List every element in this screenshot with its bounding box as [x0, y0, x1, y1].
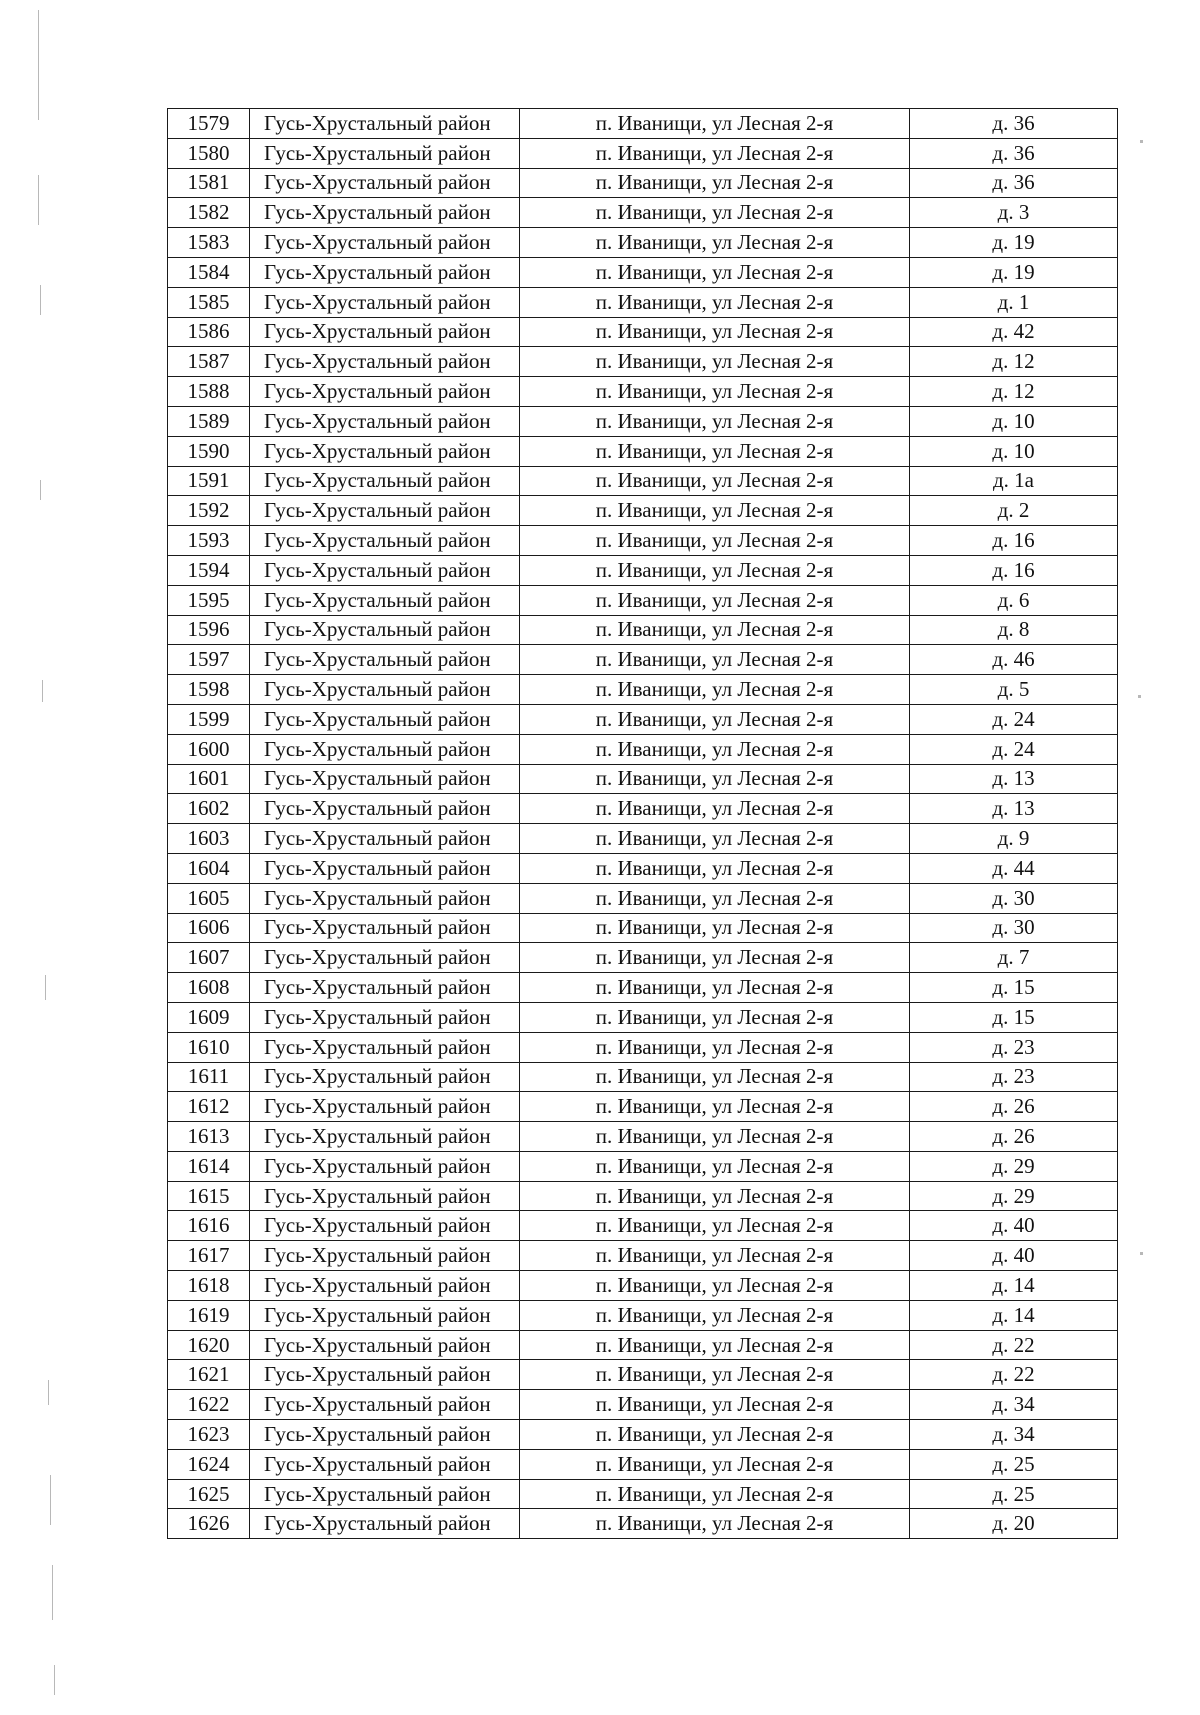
table-row	[168, 257, 1118, 287]
district-cell: Гусь-Хрустальный район	[250, 1241, 520, 1271]
table-row	[168, 1449, 1118, 1479]
street-address-cell: п. Иванищи, ул Лесная 2-я	[520, 287, 910, 317]
street-address-cell: п. Иванищи, ул Лесная 2-я	[520, 1300, 910, 1330]
row-number-cell: 1603	[168, 824, 250, 854]
row-number-cell: 1609	[168, 1002, 250, 1032]
street-address-cell: п. Иванищи, ул Лесная 2-я	[520, 675, 910, 705]
scan-artifact-line	[40, 285, 41, 315]
table-row	[168, 734, 1118, 764]
row-number-cell: 1606	[168, 913, 250, 943]
street-address-cell: п. Иванищи, ул Лесная 2-я	[520, 853, 910, 883]
table-row	[168, 1151, 1118, 1181]
row-number-cell: 1605	[168, 883, 250, 913]
street-address-cell: п. Иванищи, ул Лесная 2-я	[520, 555, 910, 585]
row-number-cell: 1579	[168, 109, 250, 139]
house-number-cell: д. 20	[910, 1509, 1118, 1539]
row-number-cell: 1626	[168, 1509, 250, 1539]
house-number-cell: д. 25	[910, 1449, 1118, 1479]
row-number-cell: 1589	[168, 406, 250, 436]
house-number-cell: д. 26	[910, 1122, 1118, 1152]
row-number-cell: 1625	[168, 1479, 250, 1509]
house-number-cell: д. 16	[910, 555, 1118, 585]
street-address-cell: п. Иванищи, ул Лесная 2-я	[520, 109, 910, 139]
street-address-cell: п. Иванищи, ул Лесная 2-я	[520, 1002, 910, 1032]
street-address-cell: п. Иванищи, ул Лесная 2-я	[520, 1360, 910, 1390]
table-row	[168, 168, 1118, 198]
house-number-cell: д. 19	[910, 228, 1118, 258]
street-address-cell: п. Иванищи, ул Лесная 2-я	[520, 1420, 910, 1450]
street-address-cell: п. Иванищи, ул Лесная 2-я	[520, 1092, 910, 1122]
row-number-cell: 1620	[168, 1330, 250, 1360]
house-number-cell: д. 29	[910, 1151, 1118, 1181]
table-row	[168, 794, 1118, 824]
table-row	[168, 1360, 1118, 1390]
row-number-cell: 1602	[168, 794, 250, 824]
street-address-cell: п. Иванищи, ул Лесная 2-я	[520, 377, 910, 407]
district-cell: Гусь-Хрустальный район	[250, 466, 520, 496]
row-number-cell: 1596	[168, 615, 250, 645]
row-number-cell: 1586	[168, 317, 250, 347]
row-number-cell: 1595	[168, 585, 250, 615]
house-number-cell: д. 9	[910, 824, 1118, 854]
table-row	[168, 555, 1118, 585]
street-address-cell: п. Иванищи, ул Лесная 2-я	[520, 198, 910, 228]
table-row	[168, 406, 1118, 436]
table-row	[168, 824, 1118, 854]
row-number-cell: 1611	[168, 1062, 250, 1092]
row-number-cell: 1593	[168, 526, 250, 556]
street-address-cell: п. Иванищи, ул Лесная 2-я	[520, 406, 910, 436]
street-address-cell: п. Иванищи, ул Лесная 2-я	[520, 794, 910, 824]
district-cell: Гусь-Хрустальный район	[250, 824, 520, 854]
table-row	[168, 1122, 1118, 1152]
house-number-cell: д. 36	[910, 109, 1118, 139]
house-number-cell: д. 10	[910, 436, 1118, 466]
street-address-cell: п. Иванищи, ул Лесная 2-я	[520, 615, 910, 645]
street-address-cell: п. Иванищи, ул Лесная 2-я	[520, 1330, 910, 1360]
street-address-cell: п. Иванищи, ул Лесная 2-я	[520, 496, 910, 526]
scan-artifact-line	[48, 1380, 49, 1405]
district-cell: Гусь-Хрустальный район	[250, 168, 520, 198]
table-row	[168, 1420, 1118, 1450]
street-address-cell: п. Иванищи, ул Лесная 2-я	[520, 1241, 910, 1271]
district-cell: Гусь-Хрустальный район	[250, 943, 520, 973]
district-cell: Гусь-Хрустальный район	[250, 1360, 520, 1390]
house-number-cell: д. 10	[910, 406, 1118, 436]
house-number-cell: д. 30	[910, 913, 1118, 943]
district-cell: Гусь-Хрустальный район	[250, 436, 520, 466]
row-number-cell: 1622	[168, 1390, 250, 1420]
house-number-cell: д. 3	[910, 198, 1118, 228]
district-cell: Гусь-Хрустальный район	[250, 317, 520, 347]
house-number-cell: д. 40	[910, 1211, 1118, 1241]
row-number-cell: 1624	[168, 1449, 250, 1479]
row-number-cell: 1583	[168, 228, 250, 258]
row-number-cell: 1608	[168, 973, 250, 1003]
street-address-cell: п. Иванищи, ул Лесная 2-я	[520, 257, 910, 287]
district-cell: Гусь-Хрустальный район	[250, 1181, 520, 1211]
house-number-cell: д. 26	[910, 1092, 1118, 1122]
table-row	[168, 1390, 1118, 1420]
table-row	[168, 317, 1118, 347]
table-row	[168, 615, 1118, 645]
district-cell: Гусь-Хрустальный район	[250, 973, 520, 1003]
table-row	[168, 883, 1118, 913]
district-cell: Гусь-Хрустальный район	[250, 794, 520, 824]
house-number-cell: д. 25	[910, 1479, 1118, 1509]
row-number-cell: 1613	[168, 1122, 250, 1152]
house-number-cell: д. 42	[910, 317, 1118, 347]
house-number-cell: д. 14	[910, 1271, 1118, 1301]
row-number-cell: 1598	[168, 675, 250, 705]
row-number-cell: 1581	[168, 168, 250, 198]
house-number-cell: д. 24	[910, 734, 1118, 764]
table-row	[168, 645, 1118, 675]
table-row	[168, 1479, 1118, 1509]
row-number-cell: 1619	[168, 1300, 250, 1330]
house-number-cell: д. 6	[910, 585, 1118, 615]
street-address-cell: п. Иванищи, ул Лесная 2-я	[520, 824, 910, 854]
street-address-cell: п. Иванищи, ул Лесная 2-я	[520, 138, 910, 168]
row-number-cell: 1615	[168, 1181, 250, 1211]
row-number-cell: 1600	[168, 734, 250, 764]
street-address-cell: п. Иванищи, ул Лесная 2-я	[520, 1449, 910, 1479]
row-number-cell: 1584	[168, 257, 250, 287]
district-cell: Гусь-Хрустальный район	[250, 1390, 520, 1420]
table-row	[168, 1062, 1118, 1092]
district-cell: Гусь-Хрустальный район	[250, 1479, 520, 1509]
scan-artifact-line	[38, 175, 39, 225]
district-cell: Гусь-Хрустальный район	[250, 1300, 520, 1330]
table-row	[168, 704, 1118, 734]
house-number-cell: д. 22	[910, 1360, 1118, 1390]
scan-artifact-dot	[1140, 1252, 1143, 1255]
row-number-cell: 1607	[168, 943, 250, 973]
street-address-cell: п. Иванищи, ул Лесная 2-я	[520, 585, 910, 615]
district-cell: Гусь-Хрустальный район	[250, 347, 520, 377]
scan-artifact-line	[52, 1565, 53, 1620]
street-address-cell: п. Иванищи, ул Лесная 2-я	[520, 1032, 910, 1062]
row-number-cell: 1599	[168, 704, 250, 734]
table-row	[168, 228, 1118, 258]
district-cell: Гусь-Хрустальный район	[250, 704, 520, 734]
street-address-cell: п. Иванищи, ул Лесная 2-я	[520, 1390, 910, 1420]
table-row	[168, 347, 1118, 377]
row-number-cell: 1590	[168, 436, 250, 466]
address-table-body	[168, 109, 1118, 1539]
house-number-cell: д. 12	[910, 377, 1118, 407]
scan-artifact-dot	[1140, 140, 1143, 143]
house-number-cell: д. 46	[910, 645, 1118, 675]
scan-artifact-line	[54, 1665, 55, 1695]
house-number-cell: д. 7	[910, 943, 1118, 973]
district-cell: Гусь-Хрустальный район	[250, 228, 520, 258]
row-number-cell: 1617	[168, 1241, 250, 1271]
row-number-cell: 1610	[168, 1032, 250, 1062]
row-number-cell: 1591	[168, 466, 250, 496]
district-cell: Гусь-Хрустальный район	[250, 526, 520, 556]
table-row	[168, 466, 1118, 496]
house-number-cell: д. 23	[910, 1032, 1118, 1062]
scan-artifact-line	[38, 10, 39, 120]
district-cell: Гусь-Хрустальный район	[250, 1002, 520, 1032]
street-address-cell: п. Иванищи, ул Лесная 2-я	[520, 1151, 910, 1181]
table-row	[168, 943, 1118, 973]
street-address-cell: п. Иванищи, ул Лесная 2-я	[520, 1509, 910, 1539]
district-cell: Гусь-Хрустальный район	[250, 1211, 520, 1241]
table-row	[168, 764, 1118, 794]
table-row	[168, 287, 1118, 317]
row-number-cell: 1592	[168, 496, 250, 526]
house-number-cell: д. 44	[910, 853, 1118, 883]
street-address-cell: п. Иванищи, ул Лесная 2-я	[520, 347, 910, 377]
street-address-cell: п. Иванищи, ул Лесная 2-я	[520, 526, 910, 556]
table-row	[168, 1211, 1118, 1241]
street-address-cell: п. Иванищи, ул Лесная 2-я	[520, 734, 910, 764]
street-address-cell: п. Иванищи, ул Лесная 2-я	[520, 317, 910, 347]
table-row	[168, 1241, 1118, 1271]
table-row	[168, 138, 1118, 168]
house-number-cell: д. 29	[910, 1181, 1118, 1211]
street-address-cell: п. Иванищи, ул Лесная 2-я	[520, 1271, 910, 1301]
district-cell: Гусь-Хрустальный район	[250, 555, 520, 585]
house-number-cell: д. 2	[910, 496, 1118, 526]
table-row	[168, 526, 1118, 556]
scan-artifact-line	[50, 1475, 51, 1525]
table-row	[168, 1181, 1118, 1211]
house-number-cell: д. 5	[910, 675, 1118, 705]
street-address-cell: п. Иванищи, ул Лесная 2-я	[520, 228, 910, 258]
street-address-cell: п. Иванищи, ул Лесная 2-я	[520, 764, 910, 794]
street-address-cell: п. Иванищи, ул Лесная 2-я	[520, 1122, 910, 1152]
district-cell: Гусь-Хрустальный район	[250, 1330, 520, 1360]
house-number-cell: д. 19	[910, 257, 1118, 287]
table-row	[168, 496, 1118, 526]
row-number-cell: 1587	[168, 347, 250, 377]
house-number-cell: д. 8	[910, 615, 1118, 645]
table-row	[168, 585, 1118, 615]
house-number-cell: д. 1	[910, 287, 1118, 317]
scan-artifact-line	[40, 480, 41, 500]
street-address-cell: п. Иванищи, ул Лесная 2-я	[520, 645, 910, 675]
district-cell: Гусь-Хрустальный район	[250, 1151, 520, 1181]
table-row	[168, 973, 1118, 1003]
row-number-cell: 1616	[168, 1211, 250, 1241]
row-number-cell: 1580	[168, 138, 250, 168]
district-cell: Гусь-Хрустальный район	[250, 883, 520, 913]
row-number-cell: 1585	[168, 287, 250, 317]
table-row	[168, 1509, 1118, 1539]
street-address-cell: п. Иванищи, ул Лесная 2-я	[520, 1211, 910, 1241]
row-number-cell: 1618	[168, 1271, 250, 1301]
district-cell: Гусь-Хрустальный район	[250, 257, 520, 287]
house-number-cell: д. 24	[910, 704, 1118, 734]
district-cell: Гусь-Хрустальный район	[250, 138, 520, 168]
row-number-cell: 1612	[168, 1092, 250, 1122]
row-number-cell: 1614	[168, 1151, 250, 1181]
house-number-cell: д. 34	[910, 1390, 1118, 1420]
table-row	[168, 913, 1118, 943]
district-cell: Гусь-Хрустальный район	[250, 198, 520, 228]
row-number-cell: 1623	[168, 1420, 250, 1450]
district-cell: Гусь-Хрустальный район	[250, 496, 520, 526]
district-cell: Гусь-Хрустальный район	[250, 1271, 520, 1301]
table-row	[168, 377, 1118, 407]
street-address-cell: п. Иванищи, ул Лесная 2-я	[520, 1479, 910, 1509]
table-row	[168, 1002, 1118, 1032]
row-number-cell: 1597	[168, 645, 250, 675]
house-number-cell: д. 13	[910, 764, 1118, 794]
row-number-cell: 1594	[168, 555, 250, 585]
table-row	[168, 1092, 1118, 1122]
table-row	[168, 675, 1118, 705]
street-address-cell: п. Иванищи, ул Лесная 2-я	[520, 466, 910, 496]
district-cell: Гусь-Хрустальный район	[250, 1122, 520, 1152]
district-cell: Гусь-Хрустальный район	[250, 1032, 520, 1062]
district-cell: Гусь-Хрустальный район	[250, 109, 520, 139]
table-row	[168, 1330, 1118, 1360]
street-address-cell: п. Иванищи, ул Лесная 2-я	[520, 883, 910, 913]
district-cell: Гусь-Хрустальный район	[250, 913, 520, 943]
house-number-cell: д. 30	[910, 883, 1118, 913]
house-number-cell: д. 12	[910, 347, 1118, 377]
street-address-cell: п. Иванищи, ул Лесная 2-я	[520, 704, 910, 734]
district-cell: Гусь-Хрустальный район	[250, 1449, 520, 1479]
district-cell: Гусь-Хрустальный район	[250, 1509, 520, 1539]
district-cell: Гусь-Хрустальный район	[250, 734, 520, 764]
row-number-cell: 1582	[168, 198, 250, 228]
table-row	[168, 436, 1118, 466]
district-cell: Гусь-Хрустальный район	[250, 615, 520, 645]
house-number-cell: д. 36	[910, 138, 1118, 168]
house-number-cell: д. 34	[910, 1420, 1118, 1450]
house-number-cell: д. 16	[910, 526, 1118, 556]
house-number-cell: д. 40	[910, 1241, 1118, 1271]
district-cell: Гусь-Хрустальный район	[250, 377, 520, 407]
street-address-cell: п. Иванищи, ул Лесная 2-я	[520, 973, 910, 1003]
row-number-cell: 1601	[168, 764, 250, 794]
house-number-cell: д. 1а	[910, 466, 1118, 496]
district-cell: Гусь-Хрустальный район	[250, 1062, 520, 1092]
row-number-cell: 1604	[168, 853, 250, 883]
house-number-cell: д. 15	[910, 1002, 1118, 1032]
table-row	[168, 853, 1118, 883]
district-cell: Гусь-Хрустальный район	[250, 1092, 520, 1122]
scan-artifact-line	[42, 680, 43, 702]
scan-artifact-line	[45, 975, 46, 1000]
row-number-cell: 1588	[168, 377, 250, 407]
table-row	[168, 109, 1118, 139]
house-number-cell: д. 13	[910, 794, 1118, 824]
district-cell: Гусь-Хрустальный район	[250, 853, 520, 883]
district-cell: Гусь-Хрустальный район	[250, 645, 520, 675]
street-address-cell: п. Иванищи, ул Лесная 2-я	[520, 168, 910, 198]
house-number-cell: д. 36	[910, 168, 1118, 198]
district-cell: Гусь-Хрустальный район	[250, 1420, 520, 1450]
district-cell: Гусь-Хрустальный район	[250, 764, 520, 794]
house-number-cell: д. 22	[910, 1330, 1118, 1360]
table-row	[168, 1300, 1118, 1330]
district-cell: Гусь-Хрустальный район	[250, 406, 520, 436]
street-address-cell: п. Иванищи, ул Лесная 2-я	[520, 1181, 910, 1211]
house-number-cell: д. 23	[910, 1062, 1118, 1092]
address-table	[167, 108, 1118, 1539]
district-cell: Гусь-Хрустальный район	[250, 287, 520, 317]
street-address-cell: п. Иванищи, ул Лесная 2-я	[520, 436, 910, 466]
street-address-cell: п. Иванищи, ул Лесная 2-я	[520, 943, 910, 973]
scan-artifact-dot	[1138, 695, 1141, 698]
house-number-cell: д. 15	[910, 973, 1118, 1003]
street-address-cell: п. Иванищи, ул Лесная 2-я	[520, 913, 910, 943]
street-address-cell: п. Иванищи, ул Лесная 2-я	[520, 1062, 910, 1092]
house-number-cell: д. 14	[910, 1300, 1118, 1330]
table-row	[168, 198, 1118, 228]
district-cell: Гусь-Хрустальный район	[250, 585, 520, 615]
row-number-cell: 1621	[168, 1360, 250, 1390]
table-row	[168, 1271, 1118, 1301]
table-row	[168, 1032, 1118, 1062]
district-cell: Гусь-Хрустальный район	[250, 675, 520, 705]
